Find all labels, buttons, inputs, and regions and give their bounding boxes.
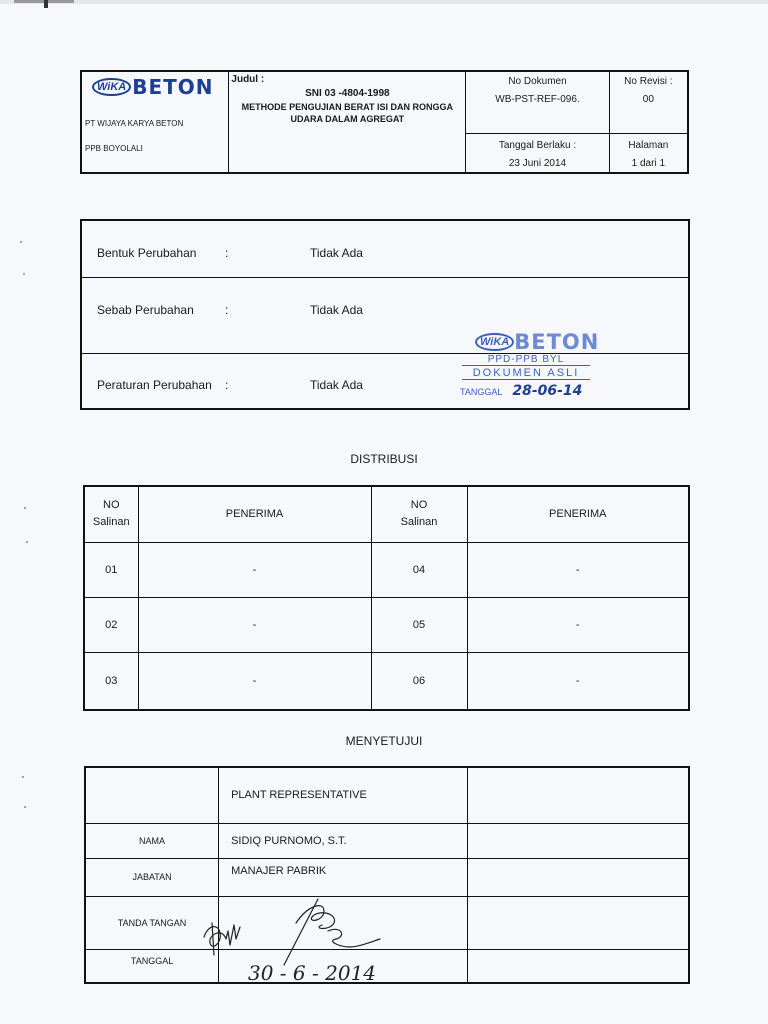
approval-title: MENYETUJUI: [345, 734, 423, 748]
revision-number: 00: [642, 94, 654, 105]
change-label: Peraturan Perubahan: [97, 378, 212, 392]
no-header: NO: [103, 499, 120, 512]
empty-cell: [468, 858, 689, 896]
doc-number-label: No Dokumen: [508, 76, 567, 87]
salinan-header: Salinan: [92, 516, 130, 529]
document-title: METHODE PENGUJIAN BERAT ISI DAN RONGGA UDARA DALAM AGREGAT: [241, 102, 454, 124]
logo-oval: WiKA: [92, 78, 131, 96]
no-header: NO: [410, 499, 428, 512]
copy-number: 02: [84, 597, 138, 652]
recipient: -: [467, 597, 689, 652]
scan-speck: [24, 806, 26, 808]
judul-label: Judul :: [231, 74, 265, 85]
effective-date-label: Tanggal Berlaku :: [498, 139, 577, 151]
no-salinan-header: [371, 486, 467, 542]
table-row: [85, 767, 689, 823]
table-row: [85, 823, 689, 858]
scan-speck: [24, 507, 26, 509]
scan-mark: [44, 0, 48, 8]
recipient: -: [138, 653, 371, 710]
handwritten-signature: [200, 895, 440, 990]
wika-beton-logo: [92, 76, 228, 98]
empty-cell: [85, 767, 219, 823]
document-header: [80, 70, 689, 174]
plant-name: PPB BOYOLALI: [85, 144, 143, 153]
table-row: [85, 858, 689, 896]
company-name: PT WIJAYA KARYA BETON: [85, 119, 184, 128]
penerima-header: PENERIMA: [138, 486, 371, 542]
copy-number: 06: [371, 653, 467, 710]
change-value: Tidak Ada: [310, 246, 363, 260]
empty-cell: [468, 896, 689, 949]
empty-cell: [468, 949, 689, 983]
change-label: Bentuk Perubahan: [97, 246, 197, 260]
scan-speck: [26, 541, 28, 543]
effective-date-cell: [466, 133, 609, 173]
original-document-stamp: [458, 330, 618, 410]
title-cell: [229, 71, 466, 173]
stamp-original-label: DOKUMEN ASLI: [462, 367, 590, 380]
scan-speck: [22, 776, 24, 778]
copy-number: 03: [84, 653, 138, 710]
handwritten-date: 30 - 6 - 2014: [248, 961, 377, 985]
stamp-logo: [475, 330, 618, 354]
scan-speck: [20, 241, 22, 243]
table-row: [84, 542, 689, 597]
approver-name: SIDIQ PURNOMO, S.T.: [219, 823, 468, 858]
stamp-logo-word: BETON: [514, 330, 600, 354]
table-row: [84, 597, 689, 652]
page-number: 1 dari 1: [631, 157, 666, 169]
company-cell: [81, 71, 229, 173]
row-label: TANGGAL: [85, 949, 219, 983]
copy-number: 01: [84, 542, 138, 597]
change-value: Tidak Ada: [310, 378, 363, 392]
table-row: [84, 653, 689, 710]
effective-date: 23 Juni 2014: [508, 157, 567, 169]
empty-cell: [468, 767, 689, 823]
salinan-header: Salinan: [400, 516, 438, 529]
stamp-date-label: TANGGAL: [460, 387, 503, 397]
distribution-title: DISTRIBUSI: [350, 452, 418, 466]
copy-number: 04: [371, 542, 467, 597]
empty-cell: [468, 823, 689, 858]
recipient: -: [467, 653, 689, 710]
logo-word: BETON: [132, 75, 214, 99]
page-cell: [609, 133, 688, 173]
stamp-date: 28-06-14: [512, 383, 583, 399]
copy-number: 05: [371, 597, 467, 652]
change-colon: :: [225, 378, 229, 392]
change-colon: :: [225, 246, 229, 260]
approver-role: PLANT REPRESENTATIVE: [219, 767, 468, 823]
doc-number-cell: [466, 71, 609, 133]
stamp-department: PPD-PPB BYL: [462, 354, 590, 366]
revision-label: No Revisi :: [624, 76, 673, 87]
change-colon: :: [225, 303, 229, 317]
revision-cell: [609, 71, 688, 133]
row-label: NAMA: [85, 823, 219, 858]
distribution-table: [83, 485, 690, 711]
recipient: -: [138, 597, 371, 652]
approver-position: MANAJER PABRIK: [219, 858, 468, 896]
change-value: Tidak Ada: [310, 303, 363, 317]
standard-number: SNI 03 -4804-1998: [305, 88, 390, 99]
page-label: Halaman: [628, 139, 669, 151]
row-label: TANDA TANGAN: [85, 896, 219, 949]
recipient: -: [467, 542, 689, 597]
page-top-edge: [0, 0, 768, 4]
no-salinan-header: [84, 486, 138, 542]
scan-speck: [23, 273, 25, 275]
recipient: -: [138, 542, 371, 597]
stamp-date-row: [460, 383, 618, 399]
row-label: JABATAN: [85, 858, 219, 896]
doc-number: WB-PST-REF-096.: [495, 94, 580, 105]
change-label: Sebab Perubahan: [97, 303, 194, 317]
table-header-row: [84, 486, 689, 542]
stamp-logo-oval: WiKA: [475, 333, 514, 351]
penerima-header: PENERIMA: [467, 486, 689, 542]
row-divider: [82, 277, 688, 278]
